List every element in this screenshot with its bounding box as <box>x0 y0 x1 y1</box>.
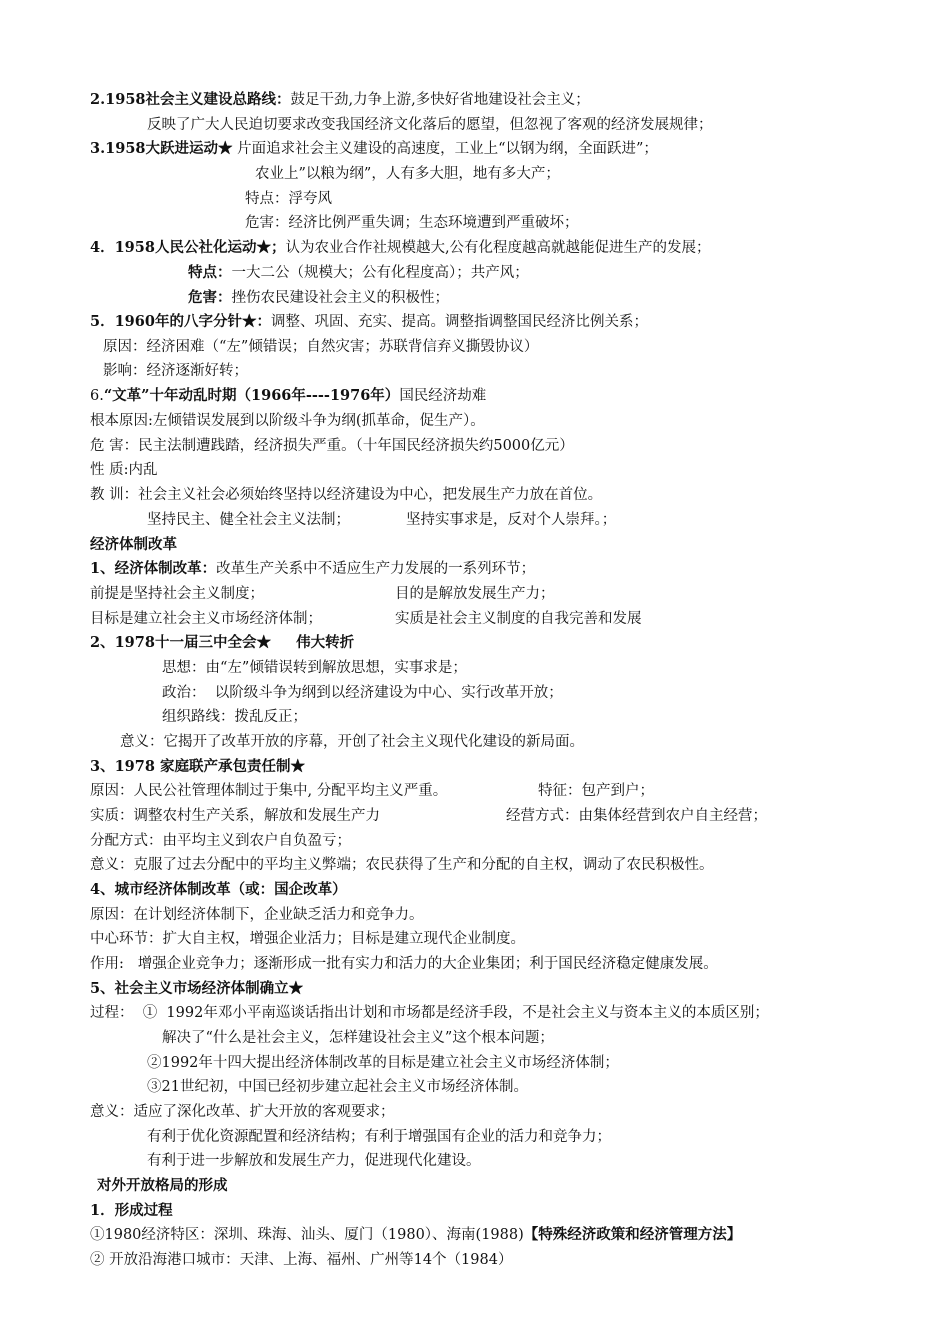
third-plenum-significance: 意义：它揭开了改革开放的序幕，开创了社会主义现代化建设的新局面。 <box>120 734 584 750</box>
urban-reform-cause: 原因：在计划经济体制下，企业缺乏活力和竞争力。 <box>90 907 424 923</box>
reform-goal: 目标是建立社会主义市场经济体制； <box>90 611 322 627</box>
third-plenum-heading: 2、1978十一届三中全会★ 伟大转折 <box>90 634 355 651</box>
commune-feature-text: 一大二公（规模大；公有化程度高）；共产风； <box>231 265 529 281</box>
market-economy-heading: 5、社会主义市场经济体制确立★ <box>90 980 304 997</box>
market-economy-process-1b: 解决了“什么是社会主义，怎样建设社会主义”这个根本问题； <box>162 1030 554 1046</box>
general-line-content: 鼓足干劲,力争上游,多快好省地建设社会主义； <box>290 92 590 108</box>
third-plenum-organization: 组织路线：拨乱反正； <box>162 709 307 725</box>
reform-1-title: 1、经济体制改革： <box>90 560 217 577</box>
general-line-note: 反映了广大人民迫切要求改变我国经济文化落后的愿望，但忽视了客观的经济发展规律； <box>147 117 713 133</box>
great-leap-agriculture: 农业上”以粮为纲”，人有多大胆，地有多大产； <box>255 166 560 182</box>
market-economy-process-2: ②1992年十四大提出经济体制改革的目标是建立社会主义市场经济体制； <box>147 1055 619 1071</box>
special-zones-policy: 【特殊经济政策和经济管理方法】 <box>523 1226 742 1243</box>
reform-purpose: 目的是解放发展生产力； <box>395 586 555 602</box>
cultural-revolution-root-cause: 根本原因:左倾错误发展到以阶级斗争为纲(抓革命，促生产）。 <box>90 413 485 429</box>
urban-reform-heading: 4、城市经济体制改革（或：国企改革） <box>90 881 347 898</box>
eight-character-cause: 原因：经济困难（“左”倾错误；自然灾害；苏联背信弃义撕毁协议） <box>103 339 539 355</box>
commune-harm-label: 危害： <box>188 289 232 306</box>
cultural-revolution-nature: 性 质:内乱 <box>90 462 158 478</box>
opening-process-heading: 1．形成过程 <box>90 1202 173 1219</box>
reform-premise: 前提是坚持社会主义制度； <box>90 586 264 602</box>
special-economic-zones <box>90 1223 741 1247</box>
household-essence-line <box>90 804 830 828</box>
commune-content: 认为农业合作社规模越大,公有化程度越高就越能促进生产的发展； <box>285 240 711 256</box>
market-economy-significance: 意义：适应了深化改革、扩大开放的客观要求； <box>90 1104 395 1120</box>
great-leap-content: 片面追求社会主义建设的高速度，工业上“以钢为纲，全面跃进”； <box>237 141 658 157</box>
cultural-revolution-lesson-2 <box>147 508 747 532</box>
eight-character-effect: 影响：经济逐渐好转； <box>103 363 248 379</box>
household-responsibility-heading: 3、1978 家庭联产承包责任制★ <box>90 758 305 775</box>
household-cause-line <box>90 779 790 803</box>
economic-reform-heading: 经济体制改革 <box>90 536 177 553</box>
commune-harm-text: 挫伤农民建设社会主义的积极性； <box>231 290 449 306</box>
market-economy-significance-2: 有利于优化资源配置和经济结构；有利于增强国有企业的活力和竞争力； <box>147 1129 611 1145</box>
reform-1-heading <box>90 557 535 581</box>
great-leap-title: 3.1958大跃进运动★ <box>90 140 233 157</box>
lesson-democracy: 坚持民主、健全社会主义法制； <box>147 512 350 528</box>
eight-character-heading <box>90 310 648 334</box>
commune-title: 4．1958人民公社化运动★； <box>90 239 286 256</box>
household-feature: 特征：包产到户； <box>538 783 654 799</box>
reform-1-premise <box>90 582 790 606</box>
eight-character-title: 5．1960年的八字分针★： <box>90 313 271 330</box>
cultural-revolution-subtitle: 国民经济劫难 <box>399 388 487 404</box>
opening-up-heading: 对外开放格局的形成 <box>97 1177 228 1194</box>
cultural-revolution-lesson: 教 训：社会主义社会必须始终坚持以经济建设为中心，把发展生产力放在首位。 <box>90 487 603 503</box>
market-economy-process-3: ③21世纪初，中国已经初步建立起社会主义市场经济体制。 <box>147 1079 528 1095</box>
reform-essence: 实质是社会主义制度的自我完善和发展 <box>395 611 642 627</box>
market-economy-process-1: 过程： ① 1992年邓小平南巡谈话指出计划和市场都是经济手段，不是社会主义与资本主义的本质区别； <box>90 1005 769 1021</box>
commune-feature-label: 特点： <box>188 264 232 281</box>
great-leap-harm: 危害：经济比例严重失调；生态环境遭到严重破坏； <box>245 215 579 231</box>
household-essence: 实质：调整农村生产关系，解放和发展生产力 <box>90 808 380 824</box>
general-line-heading <box>90 88 590 112</box>
eight-character-content: 调整、巩固、充实、提高。调整指调整国民经济比例关系； <box>270 314 648 330</box>
market-economy-significance-3: 有利于进一步解放和发展生产力，促进现代化建设。 <box>147 1153 481 1169</box>
cultural-revolution-title: “文革”十年动乱时期（1966年----1976年） <box>103 387 400 404</box>
cultural-revolution-harm: 危 害：民主法制遭践踏，经济损失严重。（十年国民经济损失约5000亿元） <box>90 438 574 454</box>
reform-1-goal <box>90 607 790 631</box>
coastal-port-cities: ② 开放沿海港口城市：天津、上海、福州、广州等14个（1984） <box>90 1252 513 1268</box>
special-zones-list: ①1980经济特区：深圳、珠海、汕头、厦门（1980）、海南(1988) <box>90 1227 524 1243</box>
cultural-revolution-heading <box>90 384 486 408</box>
household-significance: 意义：克服了过去分配中的平均主义弊端；农民获得了生产和分配的自主权，调动了农民积极性。 <box>90 857 714 873</box>
household-mode: 经营方式：由集体经营到农户自主经营； <box>506 808 767 824</box>
third-plenum-politics: 政治： 以阶级斗争为纲到以经济建设为中心、实行改革开放； <box>162 685 563 701</box>
urban-reform-center: 中心环节：扩大自主权，增强企业活力；目标是建立现代企业制度。 <box>90 931 525 947</box>
urban-reform-effect: 作用: 增强企业竞争力；逐渐形成一批有实力和活力的大企业集团；利于国民经济稳定健康发展。 <box>90 956 718 972</box>
commune-harm <box>188 286 449 310</box>
third-plenum-thought: 思想：由“左”倾错误转到解放思想，实事求是； <box>162 660 467 676</box>
commune-feature <box>188 261 529 285</box>
cultural-revolution-number: 6. <box>90 388 104 404</box>
great-leap-feature: 特点：浮夸风 <box>245 191 332 207</box>
household-cause: 原因：人民公社管理体制过于集中, 分配平均主义严重。 <box>90 783 448 799</box>
commune-heading <box>90 236 711 260</box>
lesson-truth: 坚持实事求是，反对个人崇拜。； <box>406 512 617 528</box>
general-line-title: 2.1958社会主义建设总路线： <box>90 91 291 108</box>
household-distribution: 分配方式：由平均主义到农户自负盈亏； <box>90 833 351 849</box>
reform-1-content: 改革生产关系中不适应生产力发展的一系列环节； <box>216 561 536 577</box>
great-leap-heading <box>90 137 658 161</box>
